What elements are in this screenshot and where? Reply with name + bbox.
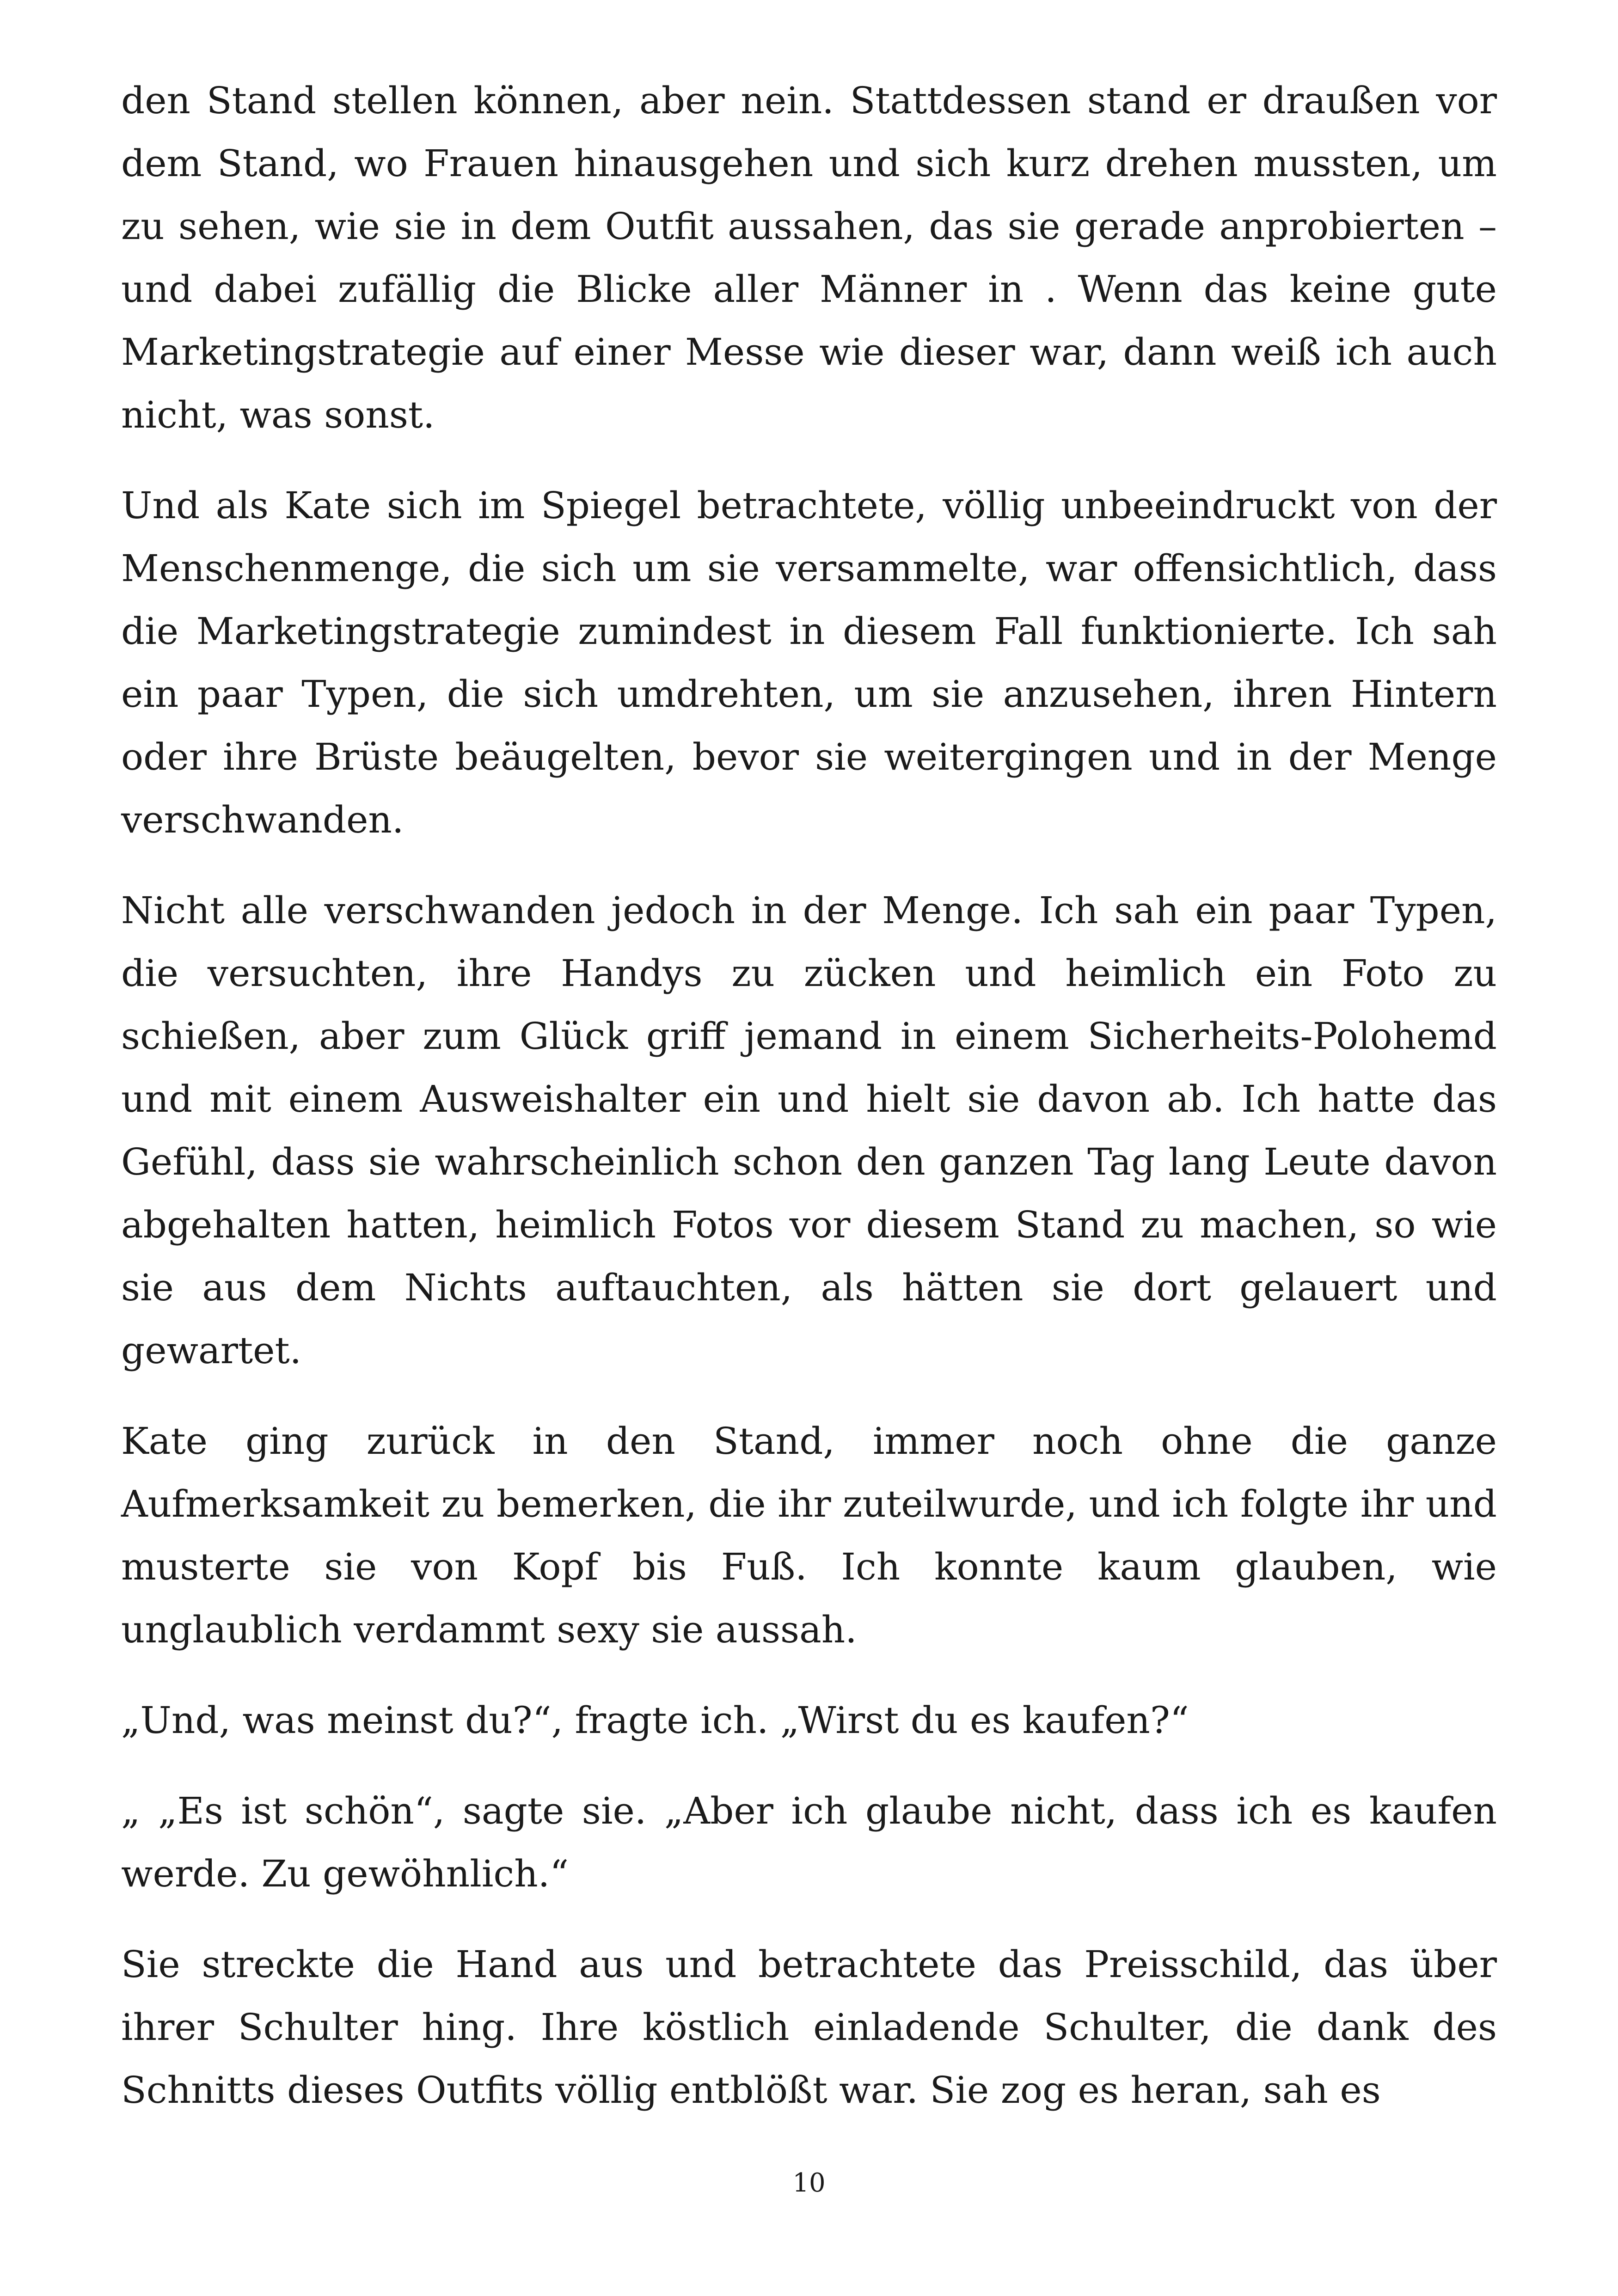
paragraph: den Stand stellen können, aber nein. Stattdessen stand er draußen vor dem Stand, wo Frauen hinausgehen und sich kurz drehen mussten, um zu sehen, wie sie in dem Outfit aussahen, das sie gerade anprobierten – und dabei zufällig die Blicke aller Männer in . Wenn das keine gute Marketingstrategie auf einer Messe wie dieser war, dann weiß ich auch nicht, was sonst.: [121, 79, 1497, 436]
page-number: 10: [792, 2168, 826, 2198]
paragraph: Und als Kate sich im Spiegel betrachtete, völlig unbeeindruckt von der Menschenmenge, die sich um sie versammelte, war offensichtlich, dass die Marketingstrategie zumindest in diesem Fall funktionierte. Ich sah ein paar Typen, die sich umdrehten, um sie anzusehen, ihren Hintern oder ihre Brüste beäugelten, bevor sie weitergingen und in der Menge verschwanden.: [121, 484, 1497, 841]
paragraph: „ „Es ist schön“, sagte sie. „Aber ich glaube nicht, dass ich es kaufen werde. Zu gewöhnlich.“: [121, 1789, 1497, 1895]
paragraph: „Und, was meinst du?“, fragte ich. „Wirst du es kaufen?“: [121, 1699, 1189, 1742]
paragraph: Sie streckte die Hand aus und betrachtete das Preisschild, das über ihrer Schulter hing. Ihre köstlich einladende Schulter, die dank des Schnitts dieses Outfits völlig entblößt war. Sie zog es heran, sah es: [121, 1943, 1497, 2112]
body-text: [121, 69, 1497, 2149]
paragraph: Kate ging zurück in den Stand, immer noch ohne die ganze Aufmerksamkeit zu bemerken, die ihr zuteilwurde, und ich folgte ihr und musterte sie von Kopf bis Fuß. Ich konnte kaum glauben, wie unglaublich verdammt sexy sie aussah.: [121, 1420, 1497, 1651]
paragraph: Nicht alle verschwanden jedoch in der Menge. Ich sah ein paar Typen, die versuchten, ihre Handys zu zücken und heimlich ein Foto zu schießen, aber zum Glück griff jemand in einem Sicherheits-Polohemd und mit einem Ausweishalter ein und hielt sie davon ab. Ich hatte das Gefühl, dass sie wahrscheinlich schon den ganzen Tag lang Leute davon abgehalten hatten, heimlich Fotos vor diesem Stand zu machen, so wie sie aus dem Nichts auftauchten, als hätten sie dort gelauert und gewartet.: [121, 889, 1497, 1372]
